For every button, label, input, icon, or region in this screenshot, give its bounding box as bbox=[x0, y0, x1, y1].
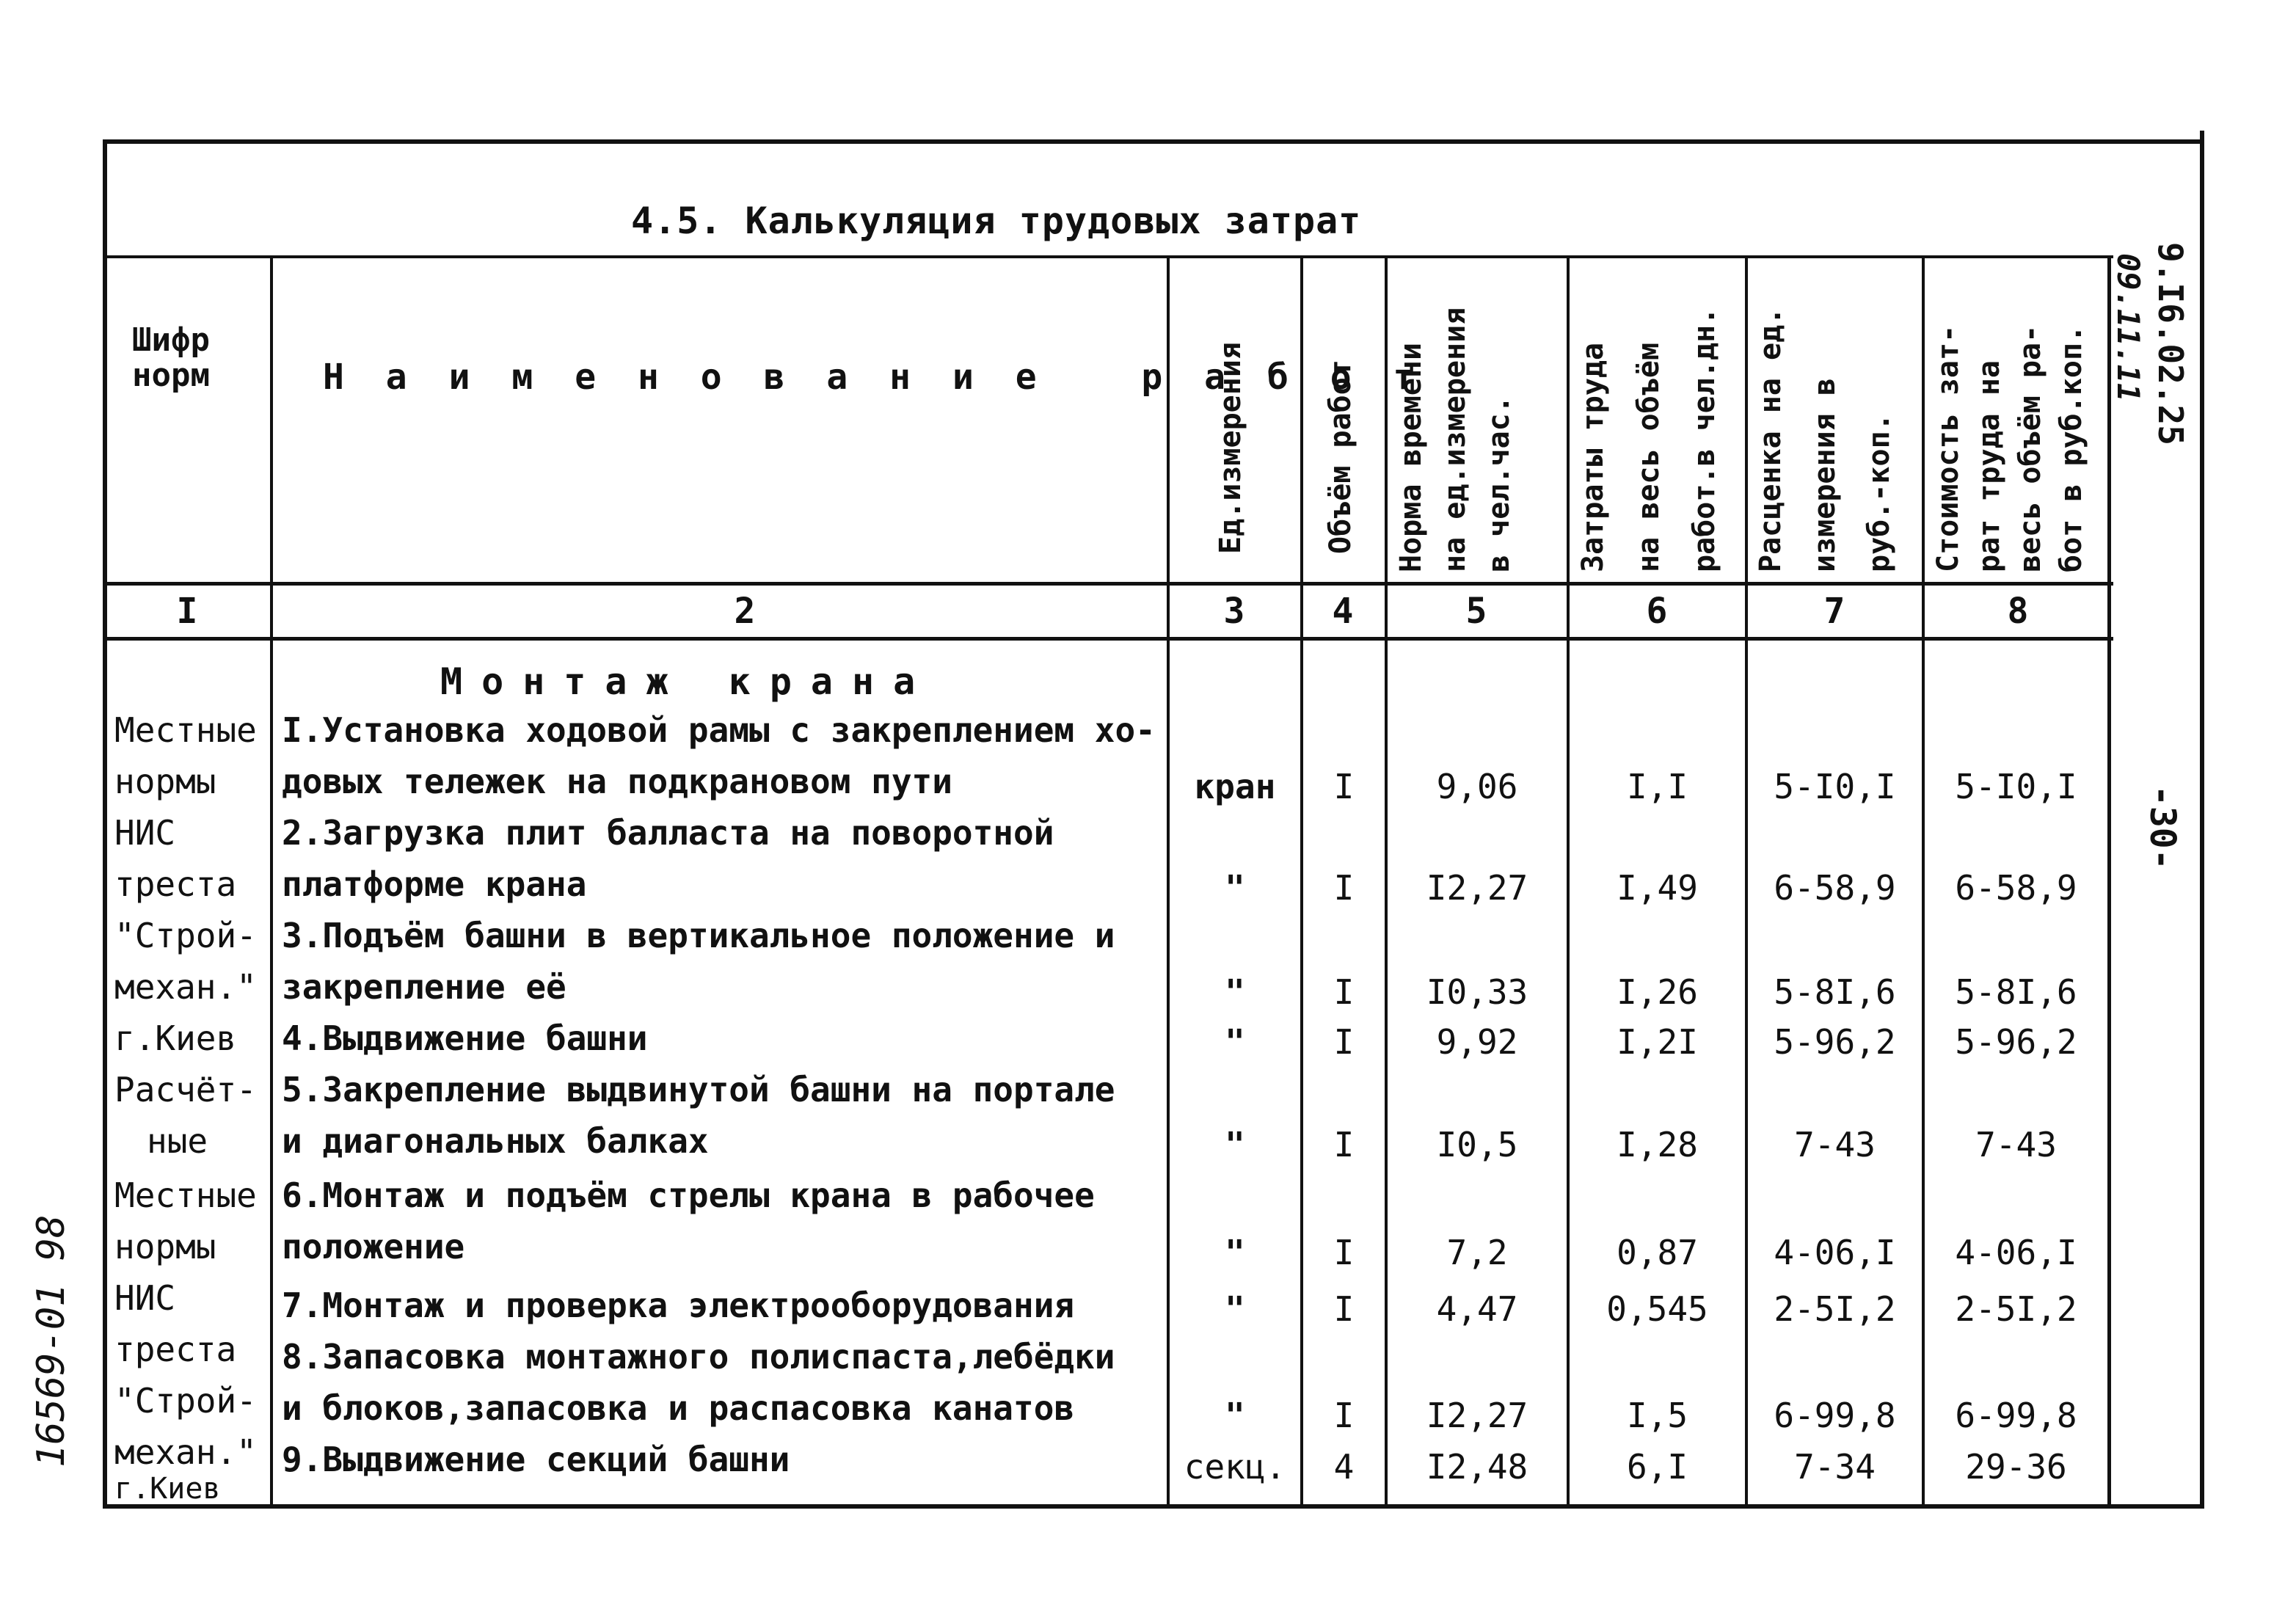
cell-unit: " bbox=[1225, 1233, 1245, 1272]
norm-source-line: механ." bbox=[114, 967, 257, 1007]
header-cost-2: рат труда на bbox=[1972, 360, 2006, 572]
header-rate-3: руб.-коп. bbox=[1862, 413, 1896, 572]
cell-unit: " bbox=[1225, 1125, 1245, 1164]
cell-volume: 4 bbox=[1333, 1447, 1355, 1487]
cell-rate: 4-06,I bbox=[1774, 1233, 1896, 1272]
frame-top bbox=[103, 139, 2201, 144]
document-title: 4.5. Калькуляция трудовых затрат bbox=[631, 200, 1362, 242]
cell-volume: I bbox=[1333, 1396, 1355, 1435]
cell-rate: 6-99,8 bbox=[1774, 1396, 1896, 1435]
header-cost-4: бот в руб.коп. bbox=[2055, 324, 2088, 572]
work-line: 8.Запасовка монтажного полиспаста,лебёдки bbox=[282, 1337, 1115, 1377]
cell-cost: 5-I0,I bbox=[1955, 767, 2077, 806]
cell-cost: 5-96,2 bbox=[1955, 1022, 2077, 1062]
column-number: 4 bbox=[1332, 591, 1354, 632]
cell-labor: I,2I bbox=[1617, 1022, 1698, 1062]
norm-source-line: "Строй- bbox=[114, 1381, 257, 1421]
norm-source-line: ные bbox=[147, 1121, 208, 1161]
col-divider-8 bbox=[2107, 257, 2111, 1506]
work-line: 7.Монтаж и проверка электрооборудования bbox=[282, 1286, 1075, 1325]
document-date: 09.11.11 bbox=[2110, 253, 2146, 402]
frame-left bbox=[103, 139, 107, 1508]
cell-rate: 7-43 bbox=[1794, 1125, 1876, 1164]
document-code: 9.I6.02.25 bbox=[2151, 242, 2190, 445]
cell-volume: I bbox=[1333, 767, 1355, 806]
norm-source-line: треста bbox=[114, 864, 237, 904]
column-number: 6 bbox=[1646, 591, 1668, 632]
norm-source-line: Местные bbox=[114, 710, 257, 750]
header-work-name: Н а и м е н о в а н и е р а б о т bbox=[323, 357, 1425, 398]
header-labor-3: работ.в чел.дн. bbox=[1688, 307, 1721, 572]
header-norm-code: Шифр норм bbox=[132, 321, 210, 394]
cell-volume: I bbox=[1333, 1125, 1355, 1164]
section-title: Монтаж крана bbox=[440, 660, 935, 703]
header-bottom-line bbox=[103, 582, 2113, 586]
cell-labor: I,49 bbox=[1617, 868, 1698, 908]
work-line: 6.Монтаж и подъём стрелы крана в рабочее bbox=[282, 1175, 1095, 1215]
work-line: 9.Выдвижение секций башни bbox=[282, 1440, 790, 1479]
cell-labor: I,I bbox=[1626, 767, 1688, 806]
cell-rate: 5-I0,I bbox=[1774, 767, 1896, 806]
cell-cost: 29-36 bbox=[1965, 1447, 2067, 1487]
cell-unit: кран bbox=[1194, 767, 1276, 806]
work-line: 3.Подъём башни в вертикальное положение и bbox=[282, 916, 1115, 955]
cell-cost: 2-5I,2 bbox=[1955, 1289, 2077, 1329]
header-time-norm-2: на ед.измерения bbox=[1438, 307, 1472, 572]
column-number: I bbox=[176, 591, 198, 632]
cell-labor: 0,545 bbox=[1606, 1289, 1708, 1329]
cell-cost: 5-8I,6 bbox=[1955, 972, 2077, 1012]
header-rate-1: Расценка на ед. bbox=[1754, 307, 1787, 572]
header-labor-2: на весь объём bbox=[1632, 342, 1666, 572]
cell-norm: I2,27 bbox=[1426, 868, 1528, 908]
norm-source-line: нормы bbox=[114, 762, 216, 801]
work-line: 5.Закрепление выдвинутой башни на портале bbox=[282, 1070, 1115, 1109]
cell-cost: 4-06,I bbox=[1955, 1233, 2077, 1272]
cell-labor: I,26 bbox=[1617, 972, 1698, 1012]
cell-unit: секц. bbox=[1184, 1447, 1286, 1487]
norm-source-line: НИС bbox=[114, 813, 176, 853]
cell-norm: 9,06 bbox=[1436, 767, 1518, 806]
cell-unit: " bbox=[1225, 868, 1245, 908]
cell-labor: 0,87 bbox=[1617, 1233, 1698, 1272]
cell-unit: " bbox=[1225, 972, 1245, 1012]
header-top-line bbox=[103, 255, 2113, 258]
cell-rate: 7-34 bbox=[1794, 1447, 1876, 1487]
norm-source-line: "Строй- bbox=[114, 916, 257, 955]
cell-norm: I2,48 bbox=[1426, 1447, 1528, 1487]
header-time-norm-3: в чел.час. bbox=[1482, 395, 1516, 572]
cell-volume: I bbox=[1333, 1022, 1355, 1062]
cell-volume: I bbox=[1333, 868, 1355, 908]
work-line: и диагональных балках bbox=[282, 1121, 709, 1161]
column-number: 2 bbox=[734, 591, 756, 632]
cell-norm: 9,92 bbox=[1436, 1022, 1518, 1062]
column-number: 8 bbox=[2007, 591, 2029, 632]
cell-rate: 2-5I,2 bbox=[1774, 1289, 1896, 1329]
norm-source-line: нормы bbox=[114, 1227, 216, 1266]
norm-source-line: треста bbox=[114, 1330, 237, 1369]
cell-cost: 6-99,8 bbox=[1955, 1396, 2077, 1435]
norm-source-line: Местные bbox=[114, 1175, 257, 1215]
cell-volume: I bbox=[1333, 972, 1355, 1012]
header-time-norm-1: Норма времени bbox=[1394, 342, 1428, 572]
cell-norm: 4,47 bbox=[1436, 1289, 1518, 1329]
norm-source-line: Расчёт- bbox=[114, 1070, 257, 1109]
header-labor-1: Затраты труда bbox=[1576, 342, 1610, 572]
work-line: довых тележек на подкрановом пути bbox=[282, 762, 952, 801]
work-line: положение bbox=[282, 1227, 465, 1266]
page-number: -30- bbox=[2142, 785, 2183, 870]
cell-labor: I,28 bbox=[1617, 1125, 1698, 1164]
work-line: I.Установка ходовой рамы с закреплением хо- bbox=[282, 710, 1156, 750]
colnum-bottom-line bbox=[103, 637, 2113, 641]
header-cost-3: весь объём ра- bbox=[2013, 324, 2047, 572]
cell-rate: 5-8I,6 bbox=[1774, 972, 1896, 1012]
frame-right bbox=[2200, 131, 2204, 1508]
header-cost-1: Стоимость зат- bbox=[1931, 324, 1965, 572]
cell-unit: " bbox=[1225, 1289, 1245, 1329]
cell-rate: 5-96,2 bbox=[1774, 1022, 1896, 1062]
header-unit: Ед.измерения bbox=[1214, 342, 1247, 554]
cell-volume: I bbox=[1333, 1289, 1355, 1329]
header-rate-2: измерения в bbox=[1808, 378, 1842, 572]
work-line: закрепление её bbox=[282, 967, 566, 1007]
work-line: платформе крана bbox=[282, 864, 587, 904]
column-number: 7 bbox=[1823, 591, 1845, 632]
inventory-number: 16569-01 98 bbox=[29, 1214, 73, 1468]
frame-bottom bbox=[103, 1504, 2204, 1509]
work-line: 4.Выдвижение башни bbox=[282, 1018, 648, 1058]
norm-source-line: г.Киев bbox=[114, 1018, 237, 1058]
cell-cost: 6-58,9 bbox=[1955, 868, 2077, 908]
norm-source-line: механ." bbox=[114, 1432, 257, 1472]
cell-norm: I0,5 bbox=[1436, 1125, 1518, 1164]
cell-unit: " bbox=[1225, 1022, 1245, 1062]
header-volume: Объём работ bbox=[1324, 360, 1357, 554]
work-line: и блоков,запасовка и распасовка канатов bbox=[282, 1388, 1075, 1428]
norm-source-line: г.Киев bbox=[114, 1472, 221, 1506]
col-divider-1 bbox=[270, 257, 273, 1506]
cell-norm: I0,33 bbox=[1426, 972, 1528, 1012]
cell-cost: 7-43 bbox=[1975, 1125, 2057, 1164]
column-number: 5 bbox=[1465, 591, 1487, 632]
cell-labor: I,5 bbox=[1626, 1396, 1688, 1435]
norm-source-line: НИС bbox=[114, 1278, 176, 1318]
cell-norm: I2,27 bbox=[1426, 1396, 1528, 1435]
cell-norm: 7,2 bbox=[1446, 1233, 1508, 1272]
work-line: 2.Загрузка плит балласта на поворотной bbox=[282, 813, 1054, 853]
cell-labor: 6,I bbox=[1626, 1447, 1688, 1487]
cell-rate: 6-58,9 bbox=[1774, 868, 1896, 908]
cell-volume: I bbox=[1333, 1233, 1355, 1272]
column-number: 3 bbox=[1223, 591, 1245, 632]
cell-unit: " bbox=[1225, 1396, 1245, 1435]
